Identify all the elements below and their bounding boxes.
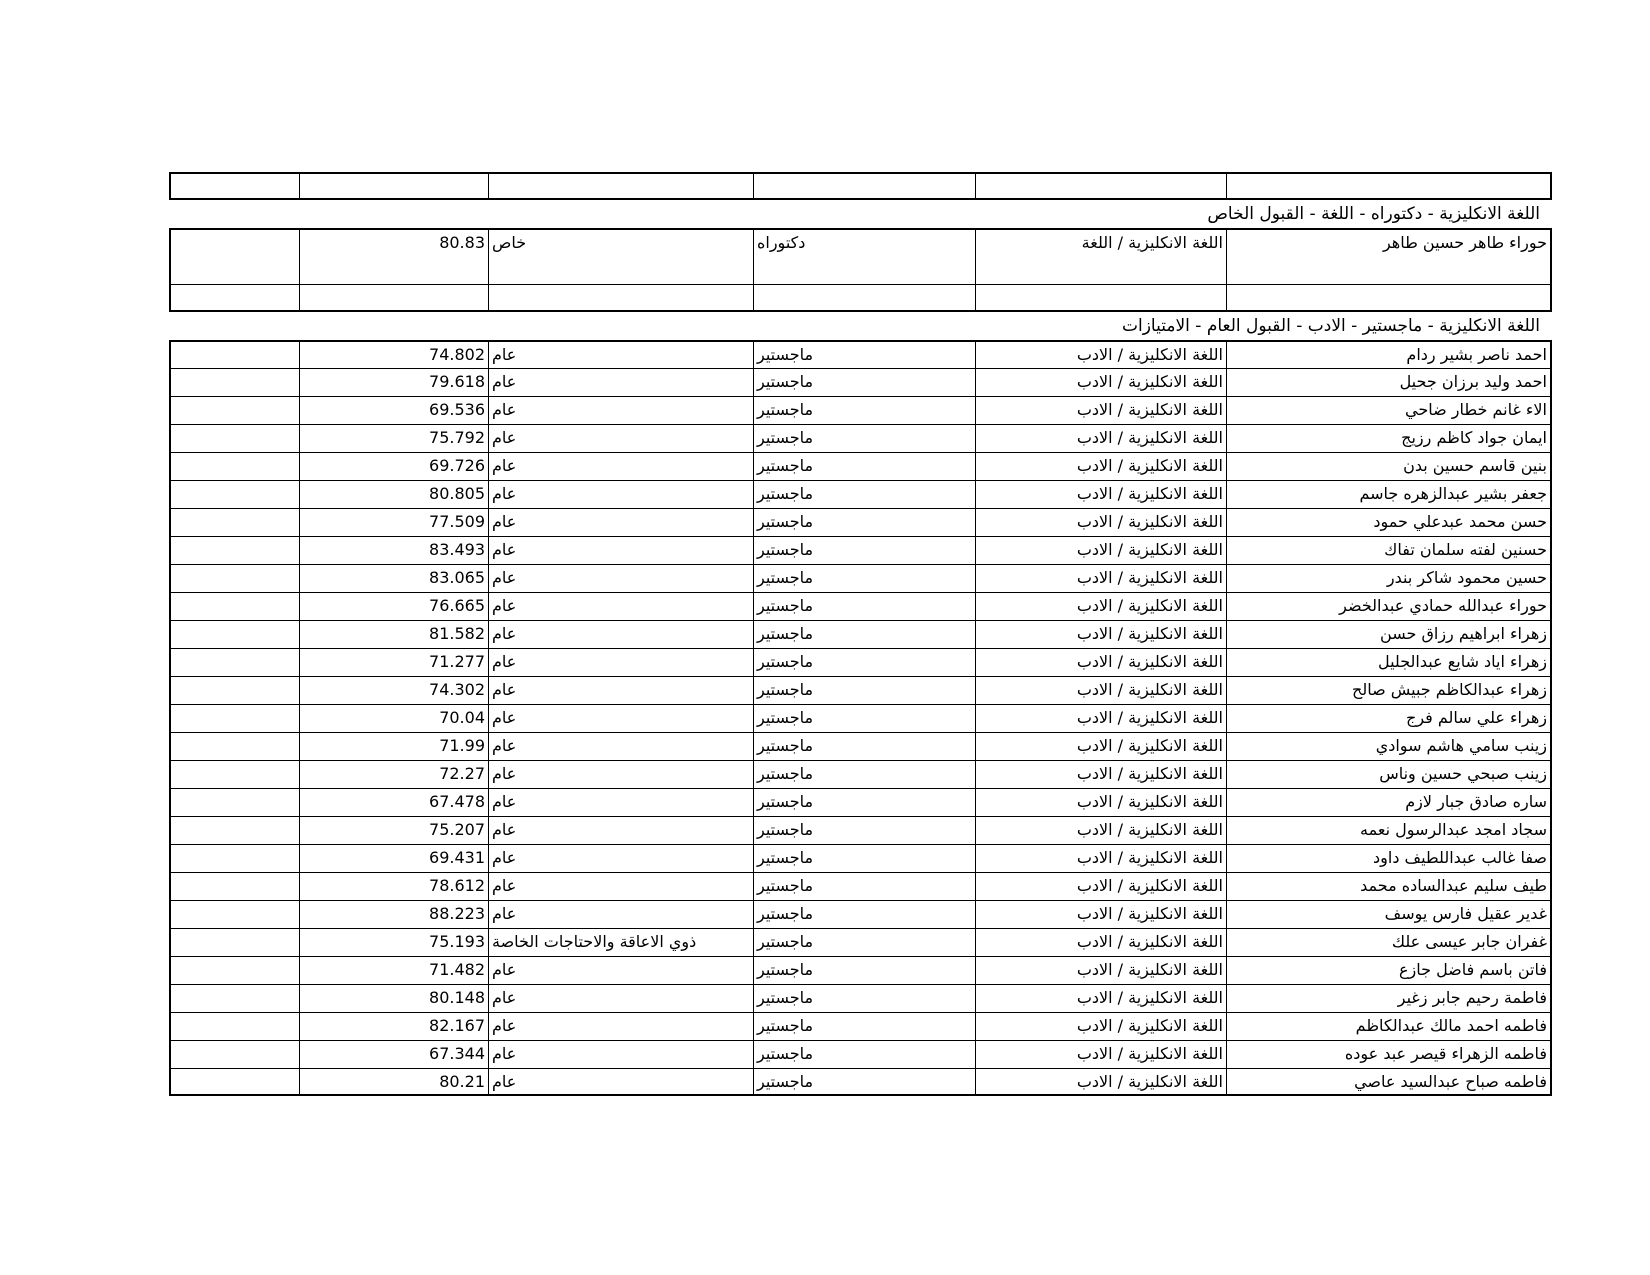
degree-cell: ماجستير bbox=[753, 649, 975, 676]
table-row bbox=[169, 564, 1552, 592]
department-cell: اللغة الانكليزية / الادب bbox=[975, 789, 1226, 816]
score-cell: 78.612 bbox=[299, 873, 488, 900]
score-cell: 77.509 bbox=[299, 509, 488, 536]
name-cell: حسين محمود شاكر بندر bbox=[1226, 565, 1550, 592]
table-row bbox=[169, 788, 1552, 816]
table-row bbox=[169, 452, 1552, 480]
score-cell: 80.148 bbox=[299, 985, 488, 1012]
table-row bbox=[169, 704, 1552, 732]
score-cell: 75.207 bbox=[299, 817, 488, 844]
channel-cell: عام bbox=[488, 481, 753, 508]
score-cell bbox=[299, 256, 488, 284]
table-row bbox=[169, 732, 1552, 760]
name-cell: صفا غالب عبداللطيف داود bbox=[1226, 845, 1550, 872]
name-cell: فاطمة رحيم جابر زغير bbox=[1226, 985, 1550, 1012]
channel-cell: عام bbox=[488, 453, 753, 480]
department-cell: اللغة الانكليزية / الادب bbox=[975, 1013, 1226, 1040]
channel-cell bbox=[488, 256, 753, 284]
table-row bbox=[169, 424, 1552, 452]
department-cell: اللغة الانكليزية / الادب bbox=[975, 901, 1226, 928]
score-cell: 88.223 bbox=[299, 901, 488, 928]
table-row bbox=[169, 480, 1552, 508]
degree-cell: ماجستير bbox=[753, 425, 975, 452]
notes-cell bbox=[171, 901, 299, 928]
score-cell: 81.582 bbox=[299, 621, 488, 648]
channel-cell: عام bbox=[488, 761, 753, 788]
notes-cell bbox=[171, 845, 299, 872]
degree-cell: ماجستير bbox=[753, 761, 975, 788]
notes-cell bbox=[171, 1069, 299, 1094]
channel-cell: عام bbox=[488, 509, 753, 536]
department-cell: اللغة الانكليزية / الادب bbox=[975, 1041, 1226, 1068]
score-cell: 80.83 bbox=[299, 230, 488, 256]
department-cell: اللغة الانكليزية / الادب bbox=[975, 705, 1226, 732]
notes-cell bbox=[171, 174, 299, 198]
notes-cell bbox=[171, 342, 299, 368]
degree-cell: ماجستير bbox=[753, 733, 975, 760]
notes-cell bbox=[171, 593, 299, 620]
score-cell: 74.302 bbox=[299, 677, 488, 704]
notes-cell bbox=[171, 817, 299, 844]
empty-row bbox=[169, 256, 1552, 284]
score-cell: 67.478 bbox=[299, 789, 488, 816]
degree-cell: ماجستير bbox=[753, 342, 975, 368]
score-cell: 71.277 bbox=[299, 649, 488, 676]
score-cell: 69.726 bbox=[299, 453, 488, 480]
channel-cell: خاص bbox=[488, 230, 753, 256]
degree-cell: ماجستير bbox=[753, 789, 975, 816]
name-cell: حسنين لفته سلمان تفاك bbox=[1226, 537, 1550, 564]
department-cell bbox=[975, 285, 1226, 310]
channel-cell bbox=[488, 285, 753, 310]
name-cell: طيف سليم عبدالساده محمد bbox=[1226, 873, 1550, 900]
degree-cell: ماجستير bbox=[753, 1069, 975, 1094]
degree-cell bbox=[753, 174, 975, 198]
score-cell: 71.482 bbox=[299, 957, 488, 984]
department-cell: اللغة الانكليزية / الادب bbox=[975, 453, 1226, 480]
score-cell: 69.431 bbox=[299, 845, 488, 872]
empty-row bbox=[169, 284, 1552, 312]
degree-cell: ماجستير bbox=[753, 677, 975, 704]
table-row bbox=[169, 900, 1552, 928]
degree-cell: ماجستير bbox=[753, 537, 975, 564]
table-row bbox=[169, 872, 1552, 900]
notes-cell bbox=[171, 565, 299, 592]
degree-cell: ماجستير bbox=[753, 957, 975, 984]
table-row bbox=[169, 368, 1552, 396]
score-cell: 83.065 bbox=[299, 565, 488, 592]
notes-cell bbox=[171, 873, 299, 900]
score-cell: 75.792 bbox=[299, 425, 488, 452]
degree-cell: ماجستير bbox=[753, 565, 975, 592]
department-cell: اللغة الانكليزية / الادب bbox=[975, 985, 1226, 1012]
channel-cell: عام bbox=[488, 817, 753, 844]
channel-cell: عام bbox=[488, 342, 753, 368]
notes-cell bbox=[171, 537, 299, 564]
degree-cell: ماجستير bbox=[753, 817, 975, 844]
notes-cell bbox=[171, 761, 299, 788]
channel-cell: عام bbox=[488, 873, 753, 900]
name-cell: زهراء ابراهيم رزاق حسن bbox=[1226, 621, 1550, 648]
channel-cell: عام bbox=[488, 425, 753, 452]
department-cell: اللغة الانكليزية / الادب bbox=[975, 733, 1226, 760]
table-row bbox=[169, 760, 1552, 788]
department-cell: اللغة الانكليزية / الادب bbox=[975, 565, 1226, 592]
name-cell: حسن محمد عبدعلي حمود bbox=[1226, 509, 1550, 536]
name-cell bbox=[1226, 285, 1550, 310]
channel-cell: عام bbox=[488, 957, 753, 984]
degree-cell: ماجستير bbox=[753, 397, 975, 424]
degree-cell: ماجستير bbox=[753, 1041, 975, 1068]
department-cell bbox=[975, 174, 1226, 198]
name-cell: زينب سامي هاشم سوادي bbox=[1226, 733, 1550, 760]
name-cell: احمد وليد برزان جحيل bbox=[1226, 369, 1550, 396]
notes-cell bbox=[171, 621, 299, 648]
department-cell: اللغة الانكليزية / الادب bbox=[975, 593, 1226, 620]
empty-row bbox=[169, 172, 1552, 200]
notes-cell bbox=[171, 256, 299, 284]
department-cell: اللغة الانكليزية / الادب bbox=[975, 481, 1226, 508]
department-cell: اللغة الانكليزية / الادب bbox=[975, 649, 1226, 676]
score-cell: 80.21 bbox=[299, 1069, 488, 1094]
department-cell: اللغة الانكليزية / الادب bbox=[975, 1069, 1226, 1094]
name-cell: احمد ناصر بشير ردام bbox=[1226, 342, 1550, 368]
notes-cell bbox=[171, 1013, 299, 1040]
table-row bbox=[169, 536, 1552, 564]
notes-cell bbox=[171, 733, 299, 760]
department-cell: اللغة الانكليزية / الادب bbox=[975, 425, 1226, 452]
notes-cell bbox=[171, 705, 299, 732]
notes-cell bbox=[171, 481, 299, 508]
name-cell: فاطمه احمد مالك عبدالكاظم bbox=[1226, 1013, 1550, 1040]
degree-cell: ماجستير bbox=[753, 481, 975, 508]
degree-cell: ماجستير bbox=[753, 593, 975, 620]
score-cell: 70.04 bbox=[299, 705, 488, 732]
department-cell: اللغة الانكليزية / الادب bbox=[975, 621, 1226, 648]
name-cell: فاتن باسم فاضل جازع bbox=[1226, 957, 1550, 984]
table-row bbox=[169, 1068, 1552, 1096]
name-cell: غدير عقيل فارس يوسف bbox=[1226, 901, 1550, 928]
department-cell: اللغة الانكليزية / الادب bbox=[975, 369, 1226, 396]
name-cell: فاطمه صباح عبدالسيد عاصي bbox=[1226, 1069, 1550, 1094]
channel-cell: عام bbox=[488, 649, 753, 676]
name-cell: سجاد امجد عبدالرسول نعمه bbox=[1226, 817, 1550, 844]
degree-cell: ماجستير bbox=[753, 369, 975, 396]
name-cell: فاطمه الزهراء قيصر عبد عوده bbox=[1226, 1041, 1550, 1068]
degree-cell: ماجستير bbox=[753, 929, 975, 956]
notes-cell bbox=[171, 453, 299, 480]
name-cell: ساره صادق جبار لازم bbox=[1226, 789, 1550, 816]
degree-cell: ماجستير bbox=[753, 705, 975, 732]
degree-cell: ماجستير bbox=[753, 1013, 975, 1040]
channel-cell: عام bbox=[488, 1013, 753, 1040]
department-cell: اللغة الانكليزية / الادب bbox=[975, 342, 1226, 368]
name-cell: جعفر بشير عبدالزهره جاسم bbox=[1226, 481, 1550, 508]
channel-cell: عام bbox=[488, 537, 753, 564]
department-cell: اللغة الانكليزية / الادب bbox=[975, 761, 1226, 788]
name-cell: حوراء طاهر حسين طاهر bbox=[1226, 230, 1550, 256]
channel-cell: عام bbox=[488, 789, 753, 816]
table-row bbox=[169, 1040, 1552, 1068]
score-cell: 72.27 bbox=[299, 761, 488, 788]
degree-cell bbox=[753, 256, 975, 284]
name-cell bbox=[1226, 174, 1550, 198]
department-cell: اللغة الانكليزية / الادب bbox=[975, 509, 1226, 536]
table-row bbox=[169, 676, 1552, 704]
score-cell: 79.618 bbox=[299, 369, 488, 396]
notes-cell bbox=[171, 649, 299, 676]
name-cell: بنين قاسم حسين بدن bbox=[1226, 453, 1550, 480]
score-cell: 67.344 bbox=[299, 1041, 488, 1068]
department-cell: اللغة الانكليزية / الادب bbox=[975, 957, 1226, 984]
channel-cell: عام bbox=[488, 1069, 753, 1094]
score-cell: 76.665 bbox=[299, 593, 488, 620]
channel-cell: ذوي الاعاقة والاحتاجات الخاصة bbox=[488, 929, 753, 956]
spreadsheet-page bbox=[169, 172, 1552, 1096]
table-row bbox=[169, 928, 1552, 956]
table-row bbox=[169, 396, 1552, 424]
channel-cell bbox=[488, 174, 753, 198]
score-cell: 71.99 bbox=[299, 733, 488, 760]
table-row bbox=[169, 648, 1552, 676]
channel-cell: عام bbox=[488, 565, 753, 592]
notes-cell bbox=[171, 369, 299, 396]
degree-cell: ماجستير bbox=[753, 509, 975, 536]
table-row bbox=[169, 1012, 1552, 1040]
channel-cell: عام bbox=[488, 705, 753, 732]
department-cell: اللغة الانكليزية / الادب bbox=[975, 677, 1226, 704]
table-row bbox=[169, 956, 1552, 984]
table-row bbox=[169, 340, 1552, 368]
score-cell: 75.193 bbox=[299, 929, 488, 956]
degree-cell: ماجستير bbox=[753, 453, 975, 480]
degree-cell: ماجستير bbox=[753, 873, 975, 900]
notes-cell bbox=[171, 397, 299, 424]
department-cell: اللغة الانكليزية / الادب bbox=[975, 929, 1226, 956]
channel-cell: عام bbox=[488, 677, 753, 704]
score-cell bbox=[299, 285, 488, 310]
score-cell: 80.805 bbox=[299, 481, 488, 508]
name-cell bbox=[1226, 256, 1550, 284]
degree-cell: ماجستير bbox=[753, 845, 975, 872]
degree-cell: ماجستير bbox=[753, 985, 975, 1012]
table-row bbox=[169, 508, 1552, 536]
channel-cell: عام bbox=[488, 621, 753, 648]
channel-cell: عام bbox=[488, 593, 753, 620]
table-row bbox=[169, 844, 1552, 872]
department-cell: اللغة الانكليزية / الادب bbox=[975, 537, 1226, 564]
department-cell: اللغة الانكليزية / الادب bbox=[975, 873, 1226, 900]
name-cell: زهراء علي سالم فرج bbox=[1226, 705, 1550, 732]
department-cell: اللغة الانكليزية / اللغة bbox=[975, 230, 1226, 256]
notes-cell bbox=[171, 1041, 299, 1068]
notes-cell bbox=[171, 425, 299, 452]
score-cell: 74.802 bbox=[299, 342, 488, 368]
channel-cell: عام bbox=[488, 733, 753, 760]
department-cell: اللغة الانكليزية / الادب bbox=[975, 397, 1226, 424]
channel-cell: عام bbox=[488, 845, 753, 872]
score-cell: 83.493 bbox=[299, 537, 488, 564]
section-title-masters: اللغة الانكليزية - ماجستير - الادب - القبول العام - الامتيازات bbox=[1121, 316, 1540, 336]
score-cell: 69.536 bbox=[299, 397, 488, 424]
notes-cell bbox=[171, 957, 299, 984]
table-row bbox=[169, 228, 1552, 256]
section-title-phd: اللغة الانكليزية - دكتوراه - اللغة - القبول الخاص bbox=[1207, 204, 1540, 224]
name-cell: الاء غانم خطار ضاحي bbox=[1226, 397, 1550, 424]
name-cell: غفران جابر عيسى علك bbox=[1226, 929, 1550, 956]
name-cell: زهراء اياد شايع عبدالجليل bbox=[1226, 649, 1550, 676]
notes-cell bbox=[171, 285, 299, 310]
channel-cell: عام bbox=[488, 397, 753, 424]
name-cell: ايمان جواد كاظم رزيج bbox=[1226, 425, 1550, 452]
table-row bbox=[169, 816, 1552, 844]
degree-cell: دكتوراه bbox=[753, 230, 975, 256]
degree-cell: ماجستير bbox=[753, 621, 975, 648]
degree-cell: ماجستير bbox=[753, 901, 975, 928]
notes-cell bbox=[171, 929, 299, 956]
notes-cell bbox=[171, 677, 299, 704]
score-cell: 82.167 bbox=[299, 1013, 488, 1040]
department-cell: اللغة الانكليزية / الادب bbox=[975, 845, 1226, 872]
score-cell bbox=[299, 174, 488, 198]
channel-cell: عام bbox=[488, 1041, 753, 1068]
table-row bbox=[169, 592, 1552, 620]
department-cell bbox=[975, 256, 1226, 284]
table-row bbox=[169, 984, 1552, 1012]
notes-cell bbox=[171, 985, 299, 1012]
department-cell: اللغة الانكليزية / الادب bbox=[975, 817, 1226, 844]
name-cell: حوراء عبدالله حمادي عبدالخضر bbox=[1226, 593, 1550, 620]
name-cell: زينب صبحي حسين وناس bbox=[1226, 761, 1550, 788]
channel-cell: عام bbox=[488, 369, 753, 396]
degree-cell bbox=[753, 285, 975, 310]
notes-cell bbox=[171, 230, 299, 256]
table-row bbox=[169, 620, 1552, 648]
channel-cell: عام bbox=[488, 985, 753, 1012]
channel-cell: عام bbox=[488, 901, 753, 928]
notes-cell bbox=[171, 789, 299, 816]
name-cell: زهراء عبدالكاظم جبيش صالح bbox=[1226, 677, 1550, 704]
notes-cell bbox=[171, 509, 299, 536]
